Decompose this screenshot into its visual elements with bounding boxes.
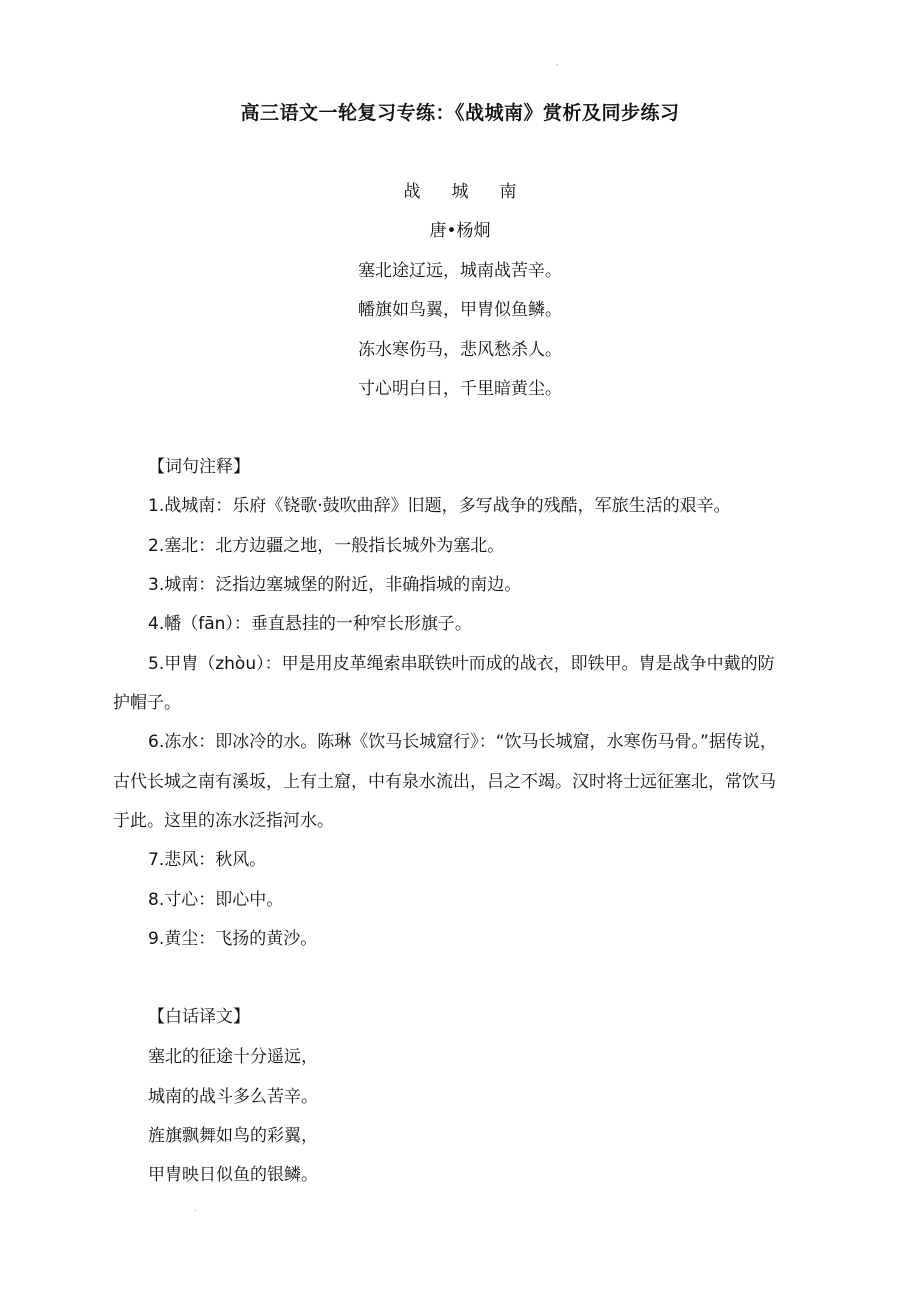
poem-line: 寸心明白日，千里暗黄尘。 — [358, 379, 562, 399]
bottom-dot-mark: . — [194, 1204, 197, 1213]
poem-line: 冻水寒伤马，悲风愁杀人。 — [358, 340, 562, 360]
note-line: 古代长城之南有溪坂，上有土窟，中有泉水流出，吕之不竭。汉时将士远征塞北，常饮马 — [113, 772, 776, 792]
poem-title-char: 南 — [499, 182, 517, 202]
note-line: 6.冻水：即冰冷的水。陈琳《饮马长城窟行》：“饮马长城窟，水寒伤马骨。”据传说， — [148, 732, 777, 752]
poem-line: 塞北途辽远，城南战苦辛。 — [358, 261, 562, 281]
translation-line: 塞北的征途十分遥远， — [148, 1047, 318, 1067]
note-line: 9.黄尘：飞扬的黄沙。 — [148, 929, 318, 949]
note-line: 1.战城南：乐府《铙歌·鼓吹曲辞》旧题，多写战争的残酷，军旅生活的艰辛。 — [148, 496, 731, 516]
translation-line: 城南的战斗多么苦辛。 — [148, 1087, 318, 1107]
note-line: 4.幡（fān）：垂直悬挂的一种窄长形旗子。 — [148, 614, 472, 634]
note-line: 2.塞北：北方边疆之地，一般指长城外为塞北。 — [148, 536, 505, 556]
top-dot-mark: . — [556, 58, 559, 67]
poem-line: 幡旗如鸟翼，甲胄似鱼鳞。 — [358, 300, 562, 320]
note-line: 于此。这里的冻水泛指河水。 — [113, 811, 334, 831]
note-line: 5.甲胄（zhòu）：甲是用皮革绳索串联铁叶而成的战衣，即铁甲。胄是战争中戴的防 — [148, 654, 775, 674]
translation-heading: 【白话译文】 — [148, 1007, 250, 1027]
note-line: 8.寸心：即心中。 — [148, 890, 284, 910]
notes-heading: 【词句注释】 — [148, 457, 250, 477]
note-line: 3.城南：泛指边塞城堡的附近，非确指城的南边。 — [148, 575, 522, 595]
translation-line: 甲胄映日似鱼的银鳞。 — [148, 1165, 318, 1185]
poem-title-char: 城 — [451, 182, 469, 202]
poem-title — [0, 180, 920, 204]
poem-title-char: 战 — [403, 182, 421, 202]
document-title: 高三语文一轮复习专练：《战城南》赏析及同步练习 — [240, 102, 680, 124]
note-line: 护帽子。 — [113, 693, 181, 713]
translation-line: 旌旗飘舞如鸟的彩翼， — [148, 1126, 318, 1146]
note-line: 7.悲风：秋风。 — [148, 850, 267, 870]
poem-author: 唐•杨炯 — [429, 221, 491, 241]
